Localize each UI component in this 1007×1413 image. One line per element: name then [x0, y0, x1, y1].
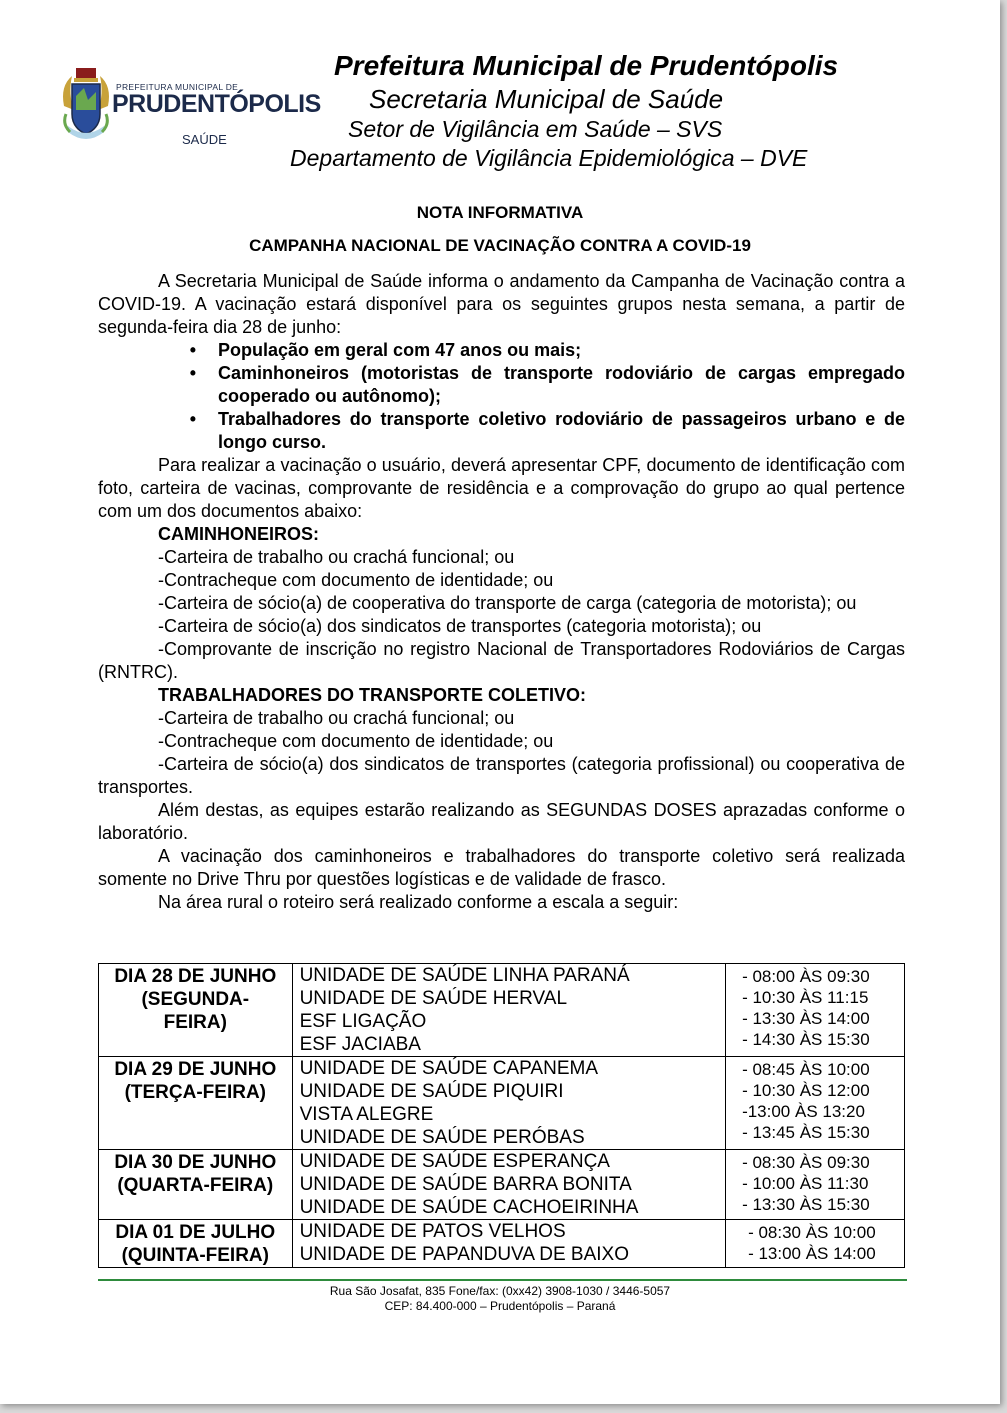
time-slot: -13:00 ÀS 13:20 — [742, 1102, 865, 1121]
intro-paragraph: A Secretaria Municipal de Saúde informa o andamento da Campanha de Vacinação contra a COVID-19. A vacinação estará disponível para os seguintes grupos nesta semana, a partir de segunda-feira dia 28 de junho: — [98, 271, 905, 337]
day-line: (TERÇA-FEIRA) — [124, 1082, 266, 1103]
time-slot: - 08:00 ÀS 09:30 — [742, 967, 870, 986]
table-row — [99, 1057, 905, 1150]
second-doses-paragraph: Além destas, as equipes estarão realizando as SEGUNDAS DOSES aprazadas conforme o laboratório. — [98, 800, 905, 843]
truckers-doc: -Carteira de sócio(a) dos sindicatos de transportes (categoria motorista); ou — [158, 616, 762, 636]
day-line: DIA 30 DE JUNHO — [114, 1152, 277, 1173]
bullet-icon: • — [189, 340, 196, 360]
time-slot: - 08:45 ÀS 10:00 — [742, 1060, 870, 1079]
truckers-heading: CAMINHONEIROS: — [158, 524, 319, 544]
table-row — [99, 964, 905, 1057]
schedule-day — [99, 1220, 293, 1268]
transit-doc: -Carteira de trabalho ou crachá funcional; ou — [158, 708, 515, 728]
logo-small-text: PREFEITURA MUNICIPAL DE — [116, 82, 239, 92]
location: UNIDADE DE SAÚDE PERÓBAS — [299, 1127, 585, 1148]
day-line: DIA 28 DE JUNHO — [114, 966, 277, 987]
group-bullet — [98, 408, 905, 454]
location: UNIDADE DE SAÚDE HERVAL — [299, 988, 568, 1009]
table-row — [99, 1220, 905, 1268]
header-secretaria: Secretaria Municipal de Saúde — [369, 84, 724, 114]
header-prefeitura: Prefeitura Municipal de Prudentópolis — [334, 50, 839, 81]
logo-subtitle: SAÚDE — [182, 132, 227, 147]
truckers-doc: -Carteira de trabalho ou crachá funcional; ou — [158, 547, 515, 567]
time-slot: - 10:30 ÀS 12:00 — [742, 1081, 870, 1100]
rural-schedule-table — [98, 963, 905, 1268]
schedule-locations — [292, 1150, 726, 1220]
time-slot: - 13:30 ÀS 15:30 — [742, 1195, 870, 1214]
footer-address: Rua São Josafat, 835 Fone/fax: (0xx42) 3908-1030 / 3446-5057 — [329, 1284, 671, 1298]
location: ESF LIGAÇÃO — [299, 1011, 427, 1032]
schedule-times — [726, 964, 905, 1057]
group-bullet — [98, 362, 905, 408]
location: UNIDADE DE PATOS VELHOS — [299, 1221, 566, 1242]
document-title: NOTA INFORMATIVA — [416, 203, 584, 222]
time-slot: - 13:30 ÀS 14:00 — [742, 1009, 870, 1028]
group-text: Trabalhadores do transporte coletivo rodoviário de passageiros urbano e de longo curso. — [218, 409, 905, 452]
header-departamento: Departamento de Vigilância Epidemiológica – DVE — [290, 145, 808, 171]
coat-of-arms-icon — [58, 66, 114, 148]
time-slot: - 14:30 ÀS 15:30 — [742, 1030, 870, 1049]
header-setor: Setor de Vigilância em Saúde – SVS — [348, 116, 723, 142]
time-slot: - 10:00 ÀS 11:30 — [742, 1174, 869, 1193]
location: UNIDADE DE SAÚDE CAPANEMA — [299, 1058, 598, 1079]
location: UNIDADE DE SAÚDE LINHA PARANÁ — [299, 965, 630, 986]
location: UNIDADE DE SAÚDE PIQUIRI — [299, 1081, 564, 1102]
document-subtitle: CAMPANHA NACIONAL DE VACINAÇÃO CONTRA A COVID-19 — [249, 236, 751, 255]
schedule-day — [99, 1150, 293, 1220]
schedule-day — [99, 964, 293, 1057]
schedule-locations — [292, 1220, 726, 1268]
footer-cep: CEP: 84.400-000 – Prudentópolis – Paraná — [384, 1299, 616, 1313]
location: UNIDADE DE SAÚDE CACHOEIRINHA — [299, 1197, 639, 1218]
transit-doc: -Carteira de sócio(a) dos sindicatos de transportes (categoria profissional) ou cooperativa de transportes. — [98, 754, 905, 797]
logo-title: PRUDENTÓPOLIS — [112, 90, 321, 118]
day-line: DIA 01 DE JULHO — [115, 1222, 276, 1243]
drive-thru-paragraph: A vacinação dos caminhoneiros e trabalhadores do transporte coletivo será realizada somente no Drive Thru por questões logísticas e de validade de frasco. — [98, 846, 905, 889]
document-body — [98, 270, 905, 914]
footer-rule — [98, 1279, 907, 1281]
table-row — [99, 1150, 905, 1220]
bullet-icon: • — [189, 363, 196, 383]
truckers-doc: -Comprovante de inscrição no registro Nacional de Transportadores Rodoviários de Cargas (RNTRC). — [98, 639, 905, 682]
truckers-doc: -Carteira de sócio(a) de cooperativa do transporte de carga (categoria de motorista); ou — [158, 593, 857, 613]
time-slot: - 10:30 ÀS 11:15 — [742, 988, 869, 1007]
time-slot: - 08:30 ÀS 10:00 — [748, 1223, 876, 1242]
schedule-locations — [292, 1057, 726, 1150]
day-line: (QUARTA-FEIRA) — [117, 1175, 274, 1196]
group-bullet — [98, 339, 905, 362]
schedule-day — [99, 1057, 293, 1150]
schedule-locations — [292, 964, 726, 1057]
schedule-times — [726, 1150, 905, 1220]
schedule-times — [726, 1220, 905, 1268]
transit-heading: TRABALHADORES DO TRANSPORTE COLETIVO: — [158, 685, 587, 705]
location: UNIDADE DE SAÚDE BARRA BONITA — [299, 1174, 632, 1195]
group-text: Caminhoneiros (motoristas de transporte rodoviário de cargas empregado cooperado ou autônomo); — [218, 363, 905, 406]
time-slot: - 13:00 ÀS 14:00 — [748, 1244, 876, 1263]
requirements-paragraph: Para realizar a vacinação o usuário, deverá apresentar CPF, documento de identificação com foto, carteira de vacinas, comprovante de residência e a comprovação do grupo ao qual pertence com um dos documentos abaixo: — [98, 455, 905, 521]
location: UNIDADE DE PAPANDUVA DE BAIXO — [299, 1244, 629, 1265]
location: UNIDADE DE SAÚDE ESPERANÇA — [299, 1151, 610, 1172]
time-slot: - 13:45 ÀS 15:30 — [742, 1123, 870, 1142]
time-slot: - 08:30 ÀS 09:30 — [742, 1153, 870, 1172]
schedule-times — [726, 1057, 905, 1150]
day-line: (QUINTA-FEIRA) — [121, 1245, 269, 1266]
municipal-logo — [58, 70, 321, 150]
location: VISTA ALEGRE — [299, 1104, 434, 1125]
day-line: FEIRA) — [163, 1012, 227, 1033]
location: ESF JACIABA — [299, 1034, 421, 1055]
group-text: População em geral com 47 anos ou mais; — [218, 340, 582, 360]
transit-doc: -Contracheque com documento de identidade; ou — [158, 731, 554, 751]
day-line: (SEGUNDA- — [141, 989, 250, 1010]
rural-intro-paragraph: Na área rural o roteiro será realizado conforme a escala a seguir: — [158, 892, 679, 912]
day-line: DIA 29 DE JUNHO — [114, 1059, 277, 1080]
truckers-doc: -Contracheque com documento de identidade; ou — [158, 570, 554, 590]
bullet-icon: • — [189, 409, 196, 429]
